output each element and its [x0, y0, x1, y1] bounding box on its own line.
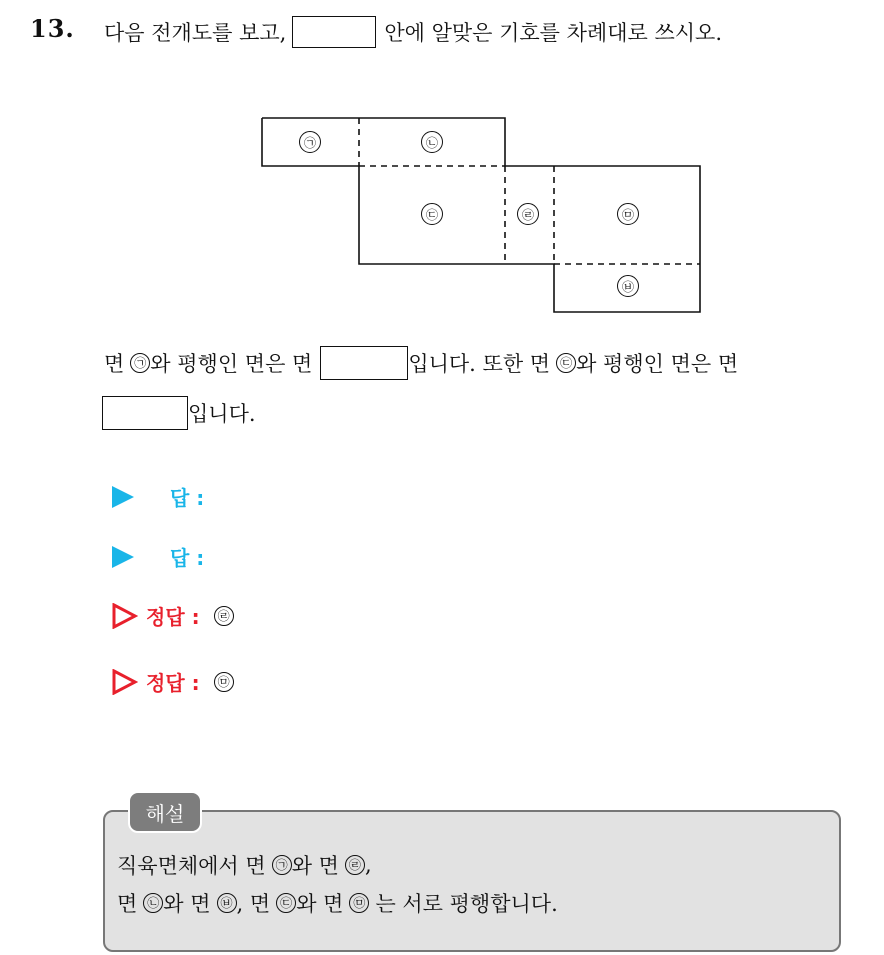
play-arrow-icon: [112, 486, 134, 508]
cube-net-diagram: [0, 0, 884, 330]
correct-label: 정답 :: [146, 671, 200, 695]
outline-arrow-icon: [112, 603, 138, 629]
expl-text: 와 면: [296, 892, 344, 916]
circled-symbol: ㉤: [349, 893, 369, 913]
circled-symbol: ㉠: [130, 353, 150, 373]
expl-text: 와 면: [291, 854, 339, 878]
question-number: 13.: [30, 14, 75, 43]
sentence-text: 입니다. 또한 면: [408, 352, 551, 376]
expl-text: 면: [117, 892, 138, 916]
correct-value: ㉣: [214, 606, 234, 626]
net-face-label: ㉢: [421, 203, 443, 225]
expl-text: 직육면체에서 면: [117, 854, 266, 878]
correct-label: 정답 :: [146, 605, 200, 629]
net-face-label: ㉤: [617, 203, 639, 225]
answer-blank-2[interactable]: [102, 396, 188, 430]
explanation-box: [103, 810, 841, 952]
net-face-label: ㉠: [299, 131, 321, 153]
fill-in-sentence: [104, 346, 738, 380]
circled-symbol: ㉣: [345, 855, 365, 875]
sentence-text: 와 평행인 면은 면: [150, 352, 313, 376]
expl-text: , 면: [236, 892, 271, 916]
correct-value: ㉤: [214, 672, 234, 692]
sentence-text: 와 평행인 면은 면: [576, 352, 739, 376]
correct-answer-row-2: [112, 667, 234, 696]
correct-answer-row-1: [112, 601, 234, 630]
net-face-label: ㉣: [517, 203, 539, 225]
circled-symbol: ㉠: [272, 855, 292, 875]
net-face-label: ㉡: [421, 131, 443, 153]
explanation-line-1: [117, 850, 372, 880]
answer-label: 답 :: [170, 486, 205, 510]
question-suffix: 안에 알맞은 기호를 차례대로 쓰시오.: [384, 21, 722, 45]
answer-row-1: [112, 482, 204, 511]
expl-text: ,: [364, 853, 372, 877]
answer-label: 답 :: [170, 546, 205, 570]
circled-symbol: ㉢: [556, 353, 576, 373]
circled-symbol: ㉥: [217, 893, 237, 913]
expl-text: 와 면: [163, 892, 211, 916]
expl-text: 는 서로 평행합니다.: [375, 892, 558, 916]
explanation-tag: 해설: [128, 791, 202, 833]
explanation-line-2: [117, 888, 558, 918]
circled-symbol: ㉡: [143, 893, 163, 913]
sentence-text: 입니다.: [188, 402, 256, 426]
answer-row-2: [112, 542, 204, 571]
net-face-label: ㉥: [617, 275, 639, 297]
outline-arrow-icon: [112, 669, 138, 695]
fill-in-sentence-line2: [102, 396, 256, 430]
play-arrow-icon: [112, 546, 134, 568]
circled-symbol: ㉢: [276, 893, 296, 913]
answer-blank-1[interactable]: [320, 346, 408, 380]
question-prefix: 다음 전개도를 보고,: [104, 21, 287, 45]
sentence-text: 면: [104, 352, 125, 376]
